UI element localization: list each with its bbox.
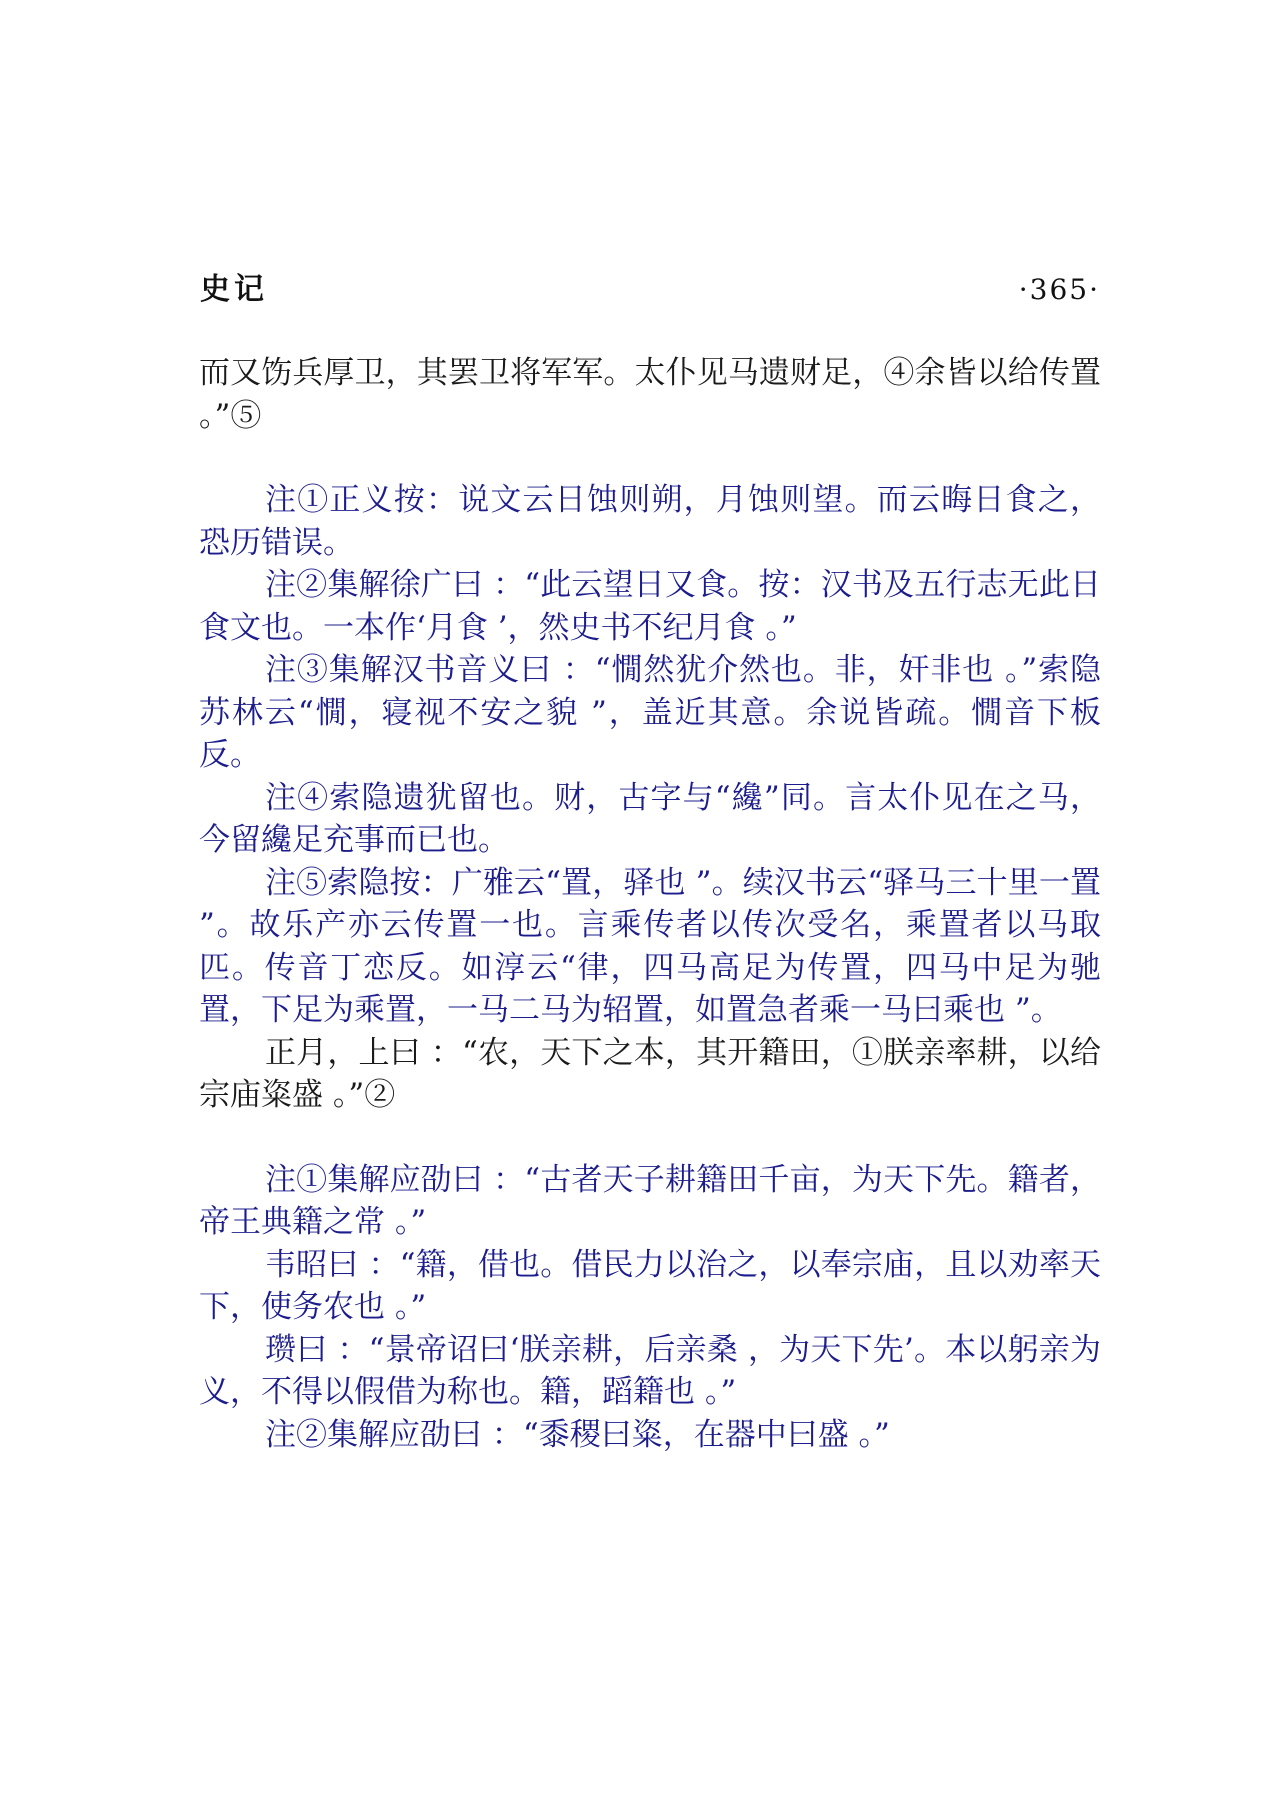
main-text-paragraph: 而又饬兵厚卫，其罢卫将军军。太仆见马遗财足，④余皆以给传置 。”⑤ bbox=[199, 355, 1101, 434]
paragraph-gap bbox=[199, 437, 1101, 479]
running-header bbox=[200, 268, 1100, 312]
page-number: ·365· bbox=[1018, 273, 1100, 306]
annotation-note: 注⑤索隐按：广雅云“置，驿也 ”。续汉书云“驿马三十里一置 ”。故乐产亦云传置一也。言乘传者以传次受名，乘置者以马取匹。传音丁恋反。如淳云“律，四马高足为传置，四马中足为驰置，下足为乘置，一马二马为轺置，如置急者乘一马曰乘也 ”。 bbox=[199, 864, 1101, 1028]
main-text-paragraph: 正月，上曰 ：“农，天下之本，其开籍田，①朕亲率耕，以给宗庙粢盛 。”② bbox=[199, 1034, 1101, 1113]
annotation-note: 瓒曰 ：“景帝诏曰‘朕亲耕，后亲桑 ，为天下先’。本以躬亲为义，不得以假借为称也。籍，蹈籍也 。” bbox=[199, 1331, 1101, 1410]
annotation-note: 注②集解应劭曰 ：“黍稷曰粢，在器中曰盛 。” bbox=[265, 1416, 890, 1453]
book-title: 史记 bbox=[200, 272, 268, 307]
paragraph-gap bbox=[199, 1117, 1101, 1159]
page-body bbox=[199, 352, 1101, 1456]
annotation-note: 注③集解汉书音义曰 ：“憪然犹介然也。非，奸非也 。”索隐苏林云“憪，寝视不安之貌 ”，盖近其意。余说皆疏。憪音下板反。 bbox=[199, 652, 1101, 773]
annotation-note: 注①集解应劭曰 ：“古者天子耕籍田千亩，为天下先。籍者，帝王典籍之常 。” bbox=[199, 1161, 1101, 1240]
annotation-note: 注②集解徐广曰 ：“此云望日又食。按：汉书及五行志无此日食文也。一本作‘月食 ’，然史书不纪月食 。” bbox=[199, 567, 1101, 646]
annotation-note: 注①正义按：说文云日蚀则朔，月蚀则望。而云晦日食之，恐历错误。 bbox=[199, 482, 1101, 561]
annotation-note: 注④索隐遗犹留也。财，古字与“纔”同。言太仆见在之马，今留纔足充事而已也。 bbox=[199, 779, 1101, 858]
annotation-note: 韦昭曰 ：“籍，借也。借民力以治之，以奉宗庙，且以劝率天下，使务农也 。” bbox=[199, 1246, 1101, 1325]
